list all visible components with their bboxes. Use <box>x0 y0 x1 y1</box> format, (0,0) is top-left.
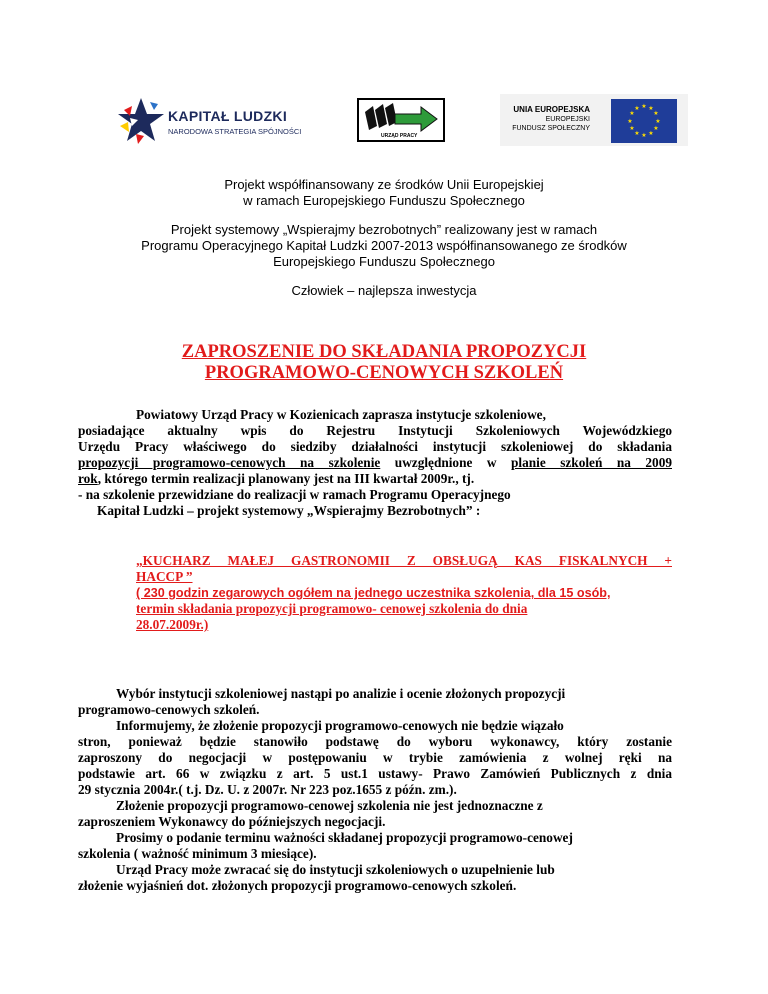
body-p1-line-2: programowo-cenowych szkoleń. <box>78 702 260 717</box>
intro-line-4 <box>78 455 672 471</box>
body-p2-line-2: stron, ponieważ będzie stanowiło podstawę do wyboru wykonawcy, który zostanie <box>78 734 672 749</box>
svg-text:★: ★ <box>653 110 659 117</box>
page-title-line-1: ZAPROSZENIE DO SKŁADANIA PROPOZYCJI <box>181 342 587 362</box>
intro-line-3: Urzędu Pracy właściwego do siedziby działalności instytucji szkoleniowej do składania <box>78 439 672 454</box>
kapital-ludzki-star-icon <box>116 96 166 146</box>
svg-text:★: ★ <box>653 125 659 132</box>
intro-underlined-plan: planie szkoleń na 2009 <box>511 455 672 470</box>
svg-text:★: ★ <box>648 105 654 112</box>
svg-text:★: ★ <box>648 130 654 137</box>
logo-strip <box>0 90 768 160</box>
body-p2-line-5: 29 stycznia 2004r.( t.j. Dz. U. z 2007r. Nr 223 poz.1655 z późn. zm.). <box>78 782 457 797</box>
cofinance-line-1: Projekt współfinansowany ze środków Unii Europejskiej <box>224 177 544 192</box>
slogan: Człowiek – najlepsza inwestycja <box>291 283 477 298</box>
svg-text:★: ★ <box>634 105 640 112</box>
kapital-ludzki-title: KAPITAŁ LUDZKI <box>168 108 288 124</box>
eu-logo <box>500 94 688 146</box>
training-hours: ( 230 godzin zegarowych ogółem na jednego uczestnika szkolenia, dla 15 osób, <box>136 586 611 600</box>
svg-text:★: ★ <box>634 130 640 137</box>
svg-text:★: ★ <box>629 110 635 117</box>
cofinance-line-2: w ramach Europejskiego Funduszu Społecznego <box>243 193 525 208</box>
svg-text:★: ★ <box>655 118 661 125</box>
svg-text:★: ★ <box>641 103 647 110</box>
body-p3-line-1: Złożenie propozycji programowo-cenowej szkolenia nie jest jednoznaczne z <box>116 798 543 813</box>
urzad-pracy-arrow-icon <box>361 102 441 134</box>
svg-text:★: ★ <box>641 132 647 139</box>
body-p2-line-4: podstawie art. 66 w związku z art. 5 ust.1 ustawy- Prawo Zamówień Publicznych z dnia <box>78 766 672 781</box>
project-line-2: Programu Operacyjnego Kapitał Ludzki 2007-2013 współfinansowanego ze środków <box>141 238 627 253</box>
training-deadline-line: termin składania propozycji programowo- cenowej szkolenia do dnia <box>136 601 528 616</box>
eu-line-1: UNIA EUROPEJSKA <box>513 105 590 114</box>
body-p2-line-1: Informujemy, że złożenie propozycji programowo-cenowych nie będzie wiązało <box>116 718 564 733</box>
kapital-ludzki-logo <box>116 96 306 146</box>
urzad-pracy-label: URZĄD PRACY <box>381 133 418 139</box>
intro-line-5-rest: , którego termin realizacji planowany jest na III kwartał 2009r., tj. <box>97 471 475 486</box>
body-p5-line-2: złożenie wyjaśnień dot. złożonych propozycji programowo-cenowych szkoleń. <box>78 878 517 893</box>
training-details-line-1 <box>136 585 610 601</box>
eu-line-2: EUROPEJSKI <box>545 116 590 123</box>
body-p4-line-2: szkolenia ( ważność minimum 3 miesiące). <box>78 846 317 861</box>
body-p3-line-2: zaproszeniem Wykonawcy do późniejszych negocjacji. <box>78 814 386 829</box>
intro-line-1: Powiatowy Urząd Pracy w Kozienicach zaprasza instytucje szkoleniowe, <box>136 407 546 422</box>
intro-line-7: Kapitał Ludzki – projekt systemowy „Wspierajmy Bezrobotnych” : <box>97 503 481 518</box>
intro-underlined-proposals: propozycji programowo-cenowych na szkolenie <box>78 455 381 470</box>
svg-text:★: ★ <box>629 125 635 132</box>
body-p4-line-1: Prosimy o podanie terminu ważności składanej propozycji programowo-cenowej <box>116 830 573 845</box>
page-title-line-2: PROGRAMOWO-CENOWYCH SZKOLEŃ <box>204 363 564 383</box>
training-name-line-2: HACCP ” <box>136 569 193 584</box>
training-name-line-1: „KUCHARZ MAŁEJ GASTRONOMII Z OBSŁUGĄ KAS FISKALNYCH + <box>136 553 672 568</box>
urzad-pracy-logo <box>357 98 445 142</box>
project-line-3: Europejskiego Funduszu Społecznego <box>273 254 495 269</box>
eu-flag-icon <box>611 99 677 143</box>
intro-line-5 <box>78 471 474 487</box>
body-p2-line-3: zaproszony do negocjacji w postępowaniu w trybie zamówienia z wolnej ręki na <box>78 750 672 765</box>
intro-underlined-rok: rok <box>78 471 98 486</box>
eu-line-3: FUNDUSZ SPOŁECZNY <box>512 125 590 132</box>
project-line-1: Projekt systemowy „Wspierajmy bezrobotnych” realizowany jest w ramach <box>170 222 598 237</box>
body-p5-line-1: Urząd Pracy może zwracać się do instytucji szkoleniowych o uzupełnienie lub <box>116 862 555 877</box>
intro-line-2: posiadające aktualny wpis do Rejestru Instytucji Szkoleniowych Wojewódzkiego <box>78 423 672 438</box>
body-p1-line-1: Wybór instytucji szkoleniowej nastąpi po analizie i ocenie złożonych propozycji <box>116 686 566 701</box>
svg-text:★: ★ <box>627 118 633 125</box>
intro-line-6: - na szkolenie przewidziane do realizacji w ramach Programu Operacyjnego <box>78 487 511 502</box>
kapital-ludzki-subtitle: NARODOWA STRATEGIA SPÓJNOŚCI <box>168 127 302 136</box>
training-deadline-date: 28.07.2009r.) <box>136 617 209 632</box>
intro-line-4-middle: uwzględnione w <box>380 455 511 470</box>
